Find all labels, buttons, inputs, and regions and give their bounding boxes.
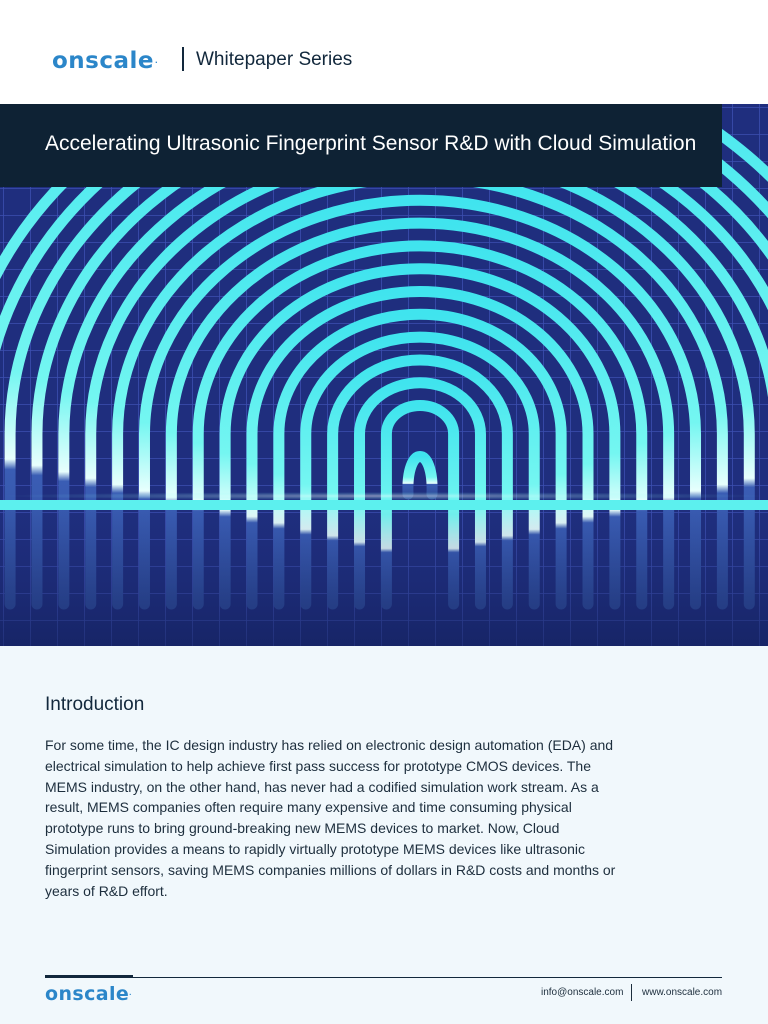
footer-divider	[631, 984, 632, 1001]
intro-paragraph: For some time, the IC design industry has relied on electronic design automation (EDA) and electrical simulation to help achieve first pass success for prototype CMOS devices. The MEMS industry, on the other hand, has never had a codified simulation work stream. As a result, MEMS companies often require many expensive and time consuming physical prototype runs to bring ground-breaking new MEMS devices to market. Now, Cloud Simulation provides a means to rapidly virtually prototype MEMS devices like ultrasonic fingerprint sensors, saving MEMS companies millions of dollars in R&D costs and months or years of R&D effort.	[45, 737, 616, 899]
onscale-logo: onscale.	[52, 48, 159, 74]
footer-website[interactable]: www.onscale.com	[642, 987, 723, 998]
logo-text: onscale	[52, 48, 155, 74]
footer-email[interactable]: info@onscale.com	[541, 987, 624, 998]
series-label: Whitepaper Series	[196, 49, 353, 70]
footer-logo-text: onscale	[45, 983, 130, 1005]
page-header	[0, 0, 768, 104]
section-heading: Introduction	[45, 694, 145, 715]
footer-rule	[45, 977, 722, 978]
footer-logo: onscale.	[45, 983, 132, 1005]
header-divider	[182, 47, 184, 71]
document-title: Accelerating Ultrasonic Fingerprint Sensor R&D with Cloud Simulation	[45, 132, 697, 155]
